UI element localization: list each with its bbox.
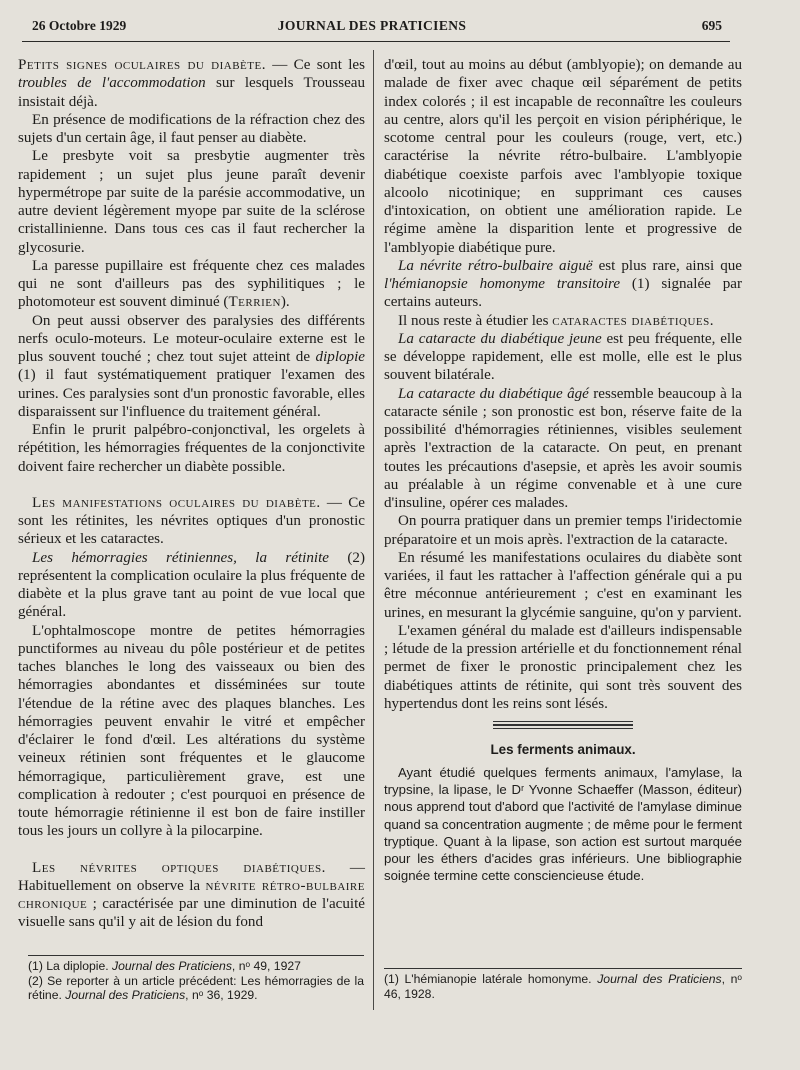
footnote — [28, 974, 364, 1003]
italic-text: Journal des Praticiens — [112, 959, 232, 973]
text: ). — [280, 294, 290, 311]
section-heading: Petits signes oculaires du diabète. — [18, 57, 266, 73]
paragraph: En résumé les manifestations oculaires du diabète sont variées, il faut les rattacher à l'affection générale qui a pu être méconnue antérieurement ; c'est en examinant les urines, en mesurant la glycémie sanguine, qu'on y parvient. — [384, 549, 742, 621]
italic-text: Les hémorragies rétiniennes, la rétinite — [32, 549, 329, 566]
header-rule — [22, 41, 730, 42]
text: ; caractérisée par une diminution de l'acuité visuelle sans qu'il y ait de lésion du fond — [18, 896, 365, 931]
paragraph — [18, 859, 365, 932]
text: ressemble beaucoup à la cataracte sénile ; son pronostic est bon, réserve faite de la possibilité d'hémorragies rétiniennes, visibles seulement après l'extraction de la cataracte. On peut, en prenant toutes les précautions d'asepsie, et après les avoir soumis au préalable à un régime convenable et à une cure d'insuline, opérer ces malades. — [384, 385, 743, 511]
text: , nᵒ 36, 1929. — [185, 988, 258, 1003]
page-header — [22, 18, 722, 38]
section-ornament — [493, 721, 633, 729]
author-name: Terrien — [228, 294, 281, 311]
section-heading: Les névrites optiques diabétiques. — [32, 859, 326, 876]
review-text — [384, 764, 742, 884]
spacer — [18, 841, 365, 859]
footnote-rule — [384, 968, 742, 969]
ornament-line — [493, 721, 633, 722]
header-journal-title: JOURNAL DES PRATICIENS — [277, 18, 467, 33]
paragraph — [18, 257, 365, 312]
small-caps-text: cataractes diabétiques. — [552, 312, 715, 329]
text: , nᵒ 46, 1928. — [384, 972, 743, 1001]
paragraph: Le presbyte voit sa presbytie augmenter très rapidement ; un sujet plus jeune paraît devenir hypermétrope par suite de la parésie accommodative, un autre devient légèrement myope par suite de la sclérose cristallinienne. Dans tous ces cas il faut rechercher la glycosurie. — [18, 148, 365, 256]
italic-text: l'hémianopsie homonyme transitoire — [384, 276, 621, 292]
paragraph — [384, 257, 742, 312]
ornament-line — [493, 724, 633, 726]
paragraph — [18, 494, 365, 549]
section-heading: Les manifestations oculaires du diabète. — [32, 494, 321, 511]
paragraph: En présence de modifications de la réfraction chez des sujets d'un certain âge, il faut penser au diabète. — [18, 111, 365, 146]
italic-text: diplopie — [315, 349, 365, 365]
ornament-line — [493, 728, 633, 729]
paragraph — [384, 312, 742, 330]
italic-text: La cataracte du diabétique jeune — [398, 330, 602, 347]
text: — Habituellement on observe la — [18, 859, 365, 894]
text: (1) signalée par certains auteurs. — [384, 276, 742, 311]
column-divider — [373, 50, 374, 1010]
header-page-number: 695 — [701, 18, 722, 33]
italic-text: La névrite rétro-bulbaire aiguë — [398, 257, 593, 274]
italic-text: Journal des Praticiens — [65, 988, 186, 1003]
text: , nᵒ 49, 1927 — [231, 959, 301, 973]
footnote-rule — [28, 955, 364, 956]
text: (2) représentent la complication oculaire la plus fréquente de diabète et la plus grave tant au point de vue local que général. — [18, 549, 365, 621]
text: — Ce sont les rétinites, les névrites optiques d'un pronostic sérieux et les cataractes. — [18, 494, 365, 548]
paragraph: Ayant étudié quelques ferments animaux, l'amylase, la trypsine, la lipase, le Dʳ Yvonne Schaeffer (Masson, éditeur) nous apprend tout d'abord que l'activité de l'amylase diminue quand sa concentration augmente ; de même pour le ferment tryptique. Quant à la lipase, son action est surtout marquée pour les éthers d'acides gras inférieurs. Une bibliographie soignée termine cette consciencieuse étude. — [384, 765, 742, 883]
paragraph — [18, 312, 365, 422]
paragraph — [384, 385, 742, 513]
left-column — [18, 56, 365, 932]
text: (1) il faut systématiquement pratiquer l'examen des urines. Ces paralysies sont d'un pronostic favorable, elles disparaissent sur l'influence du traitement général. — [18, 367, 365, 420]
text: Il nous reste à étudier les — [398, 312, 553, 329]
text: est peu fréquente, elle se développe rapidement, elle est molle, elle est le plus souvent bilatérale. — [384, 330, 743, 384]
italic-text: La cataracte du diabétique âgé — [398, 385, 589, 402]
text: est plus rare, ainsi que — [592, 257, 742, 274]
paragraph — [18, 56, 365, 111]
text: sur lesquels Trousseau insistait déjà. — [18, 75, 366, 110]
italic-text: troubles de l'accommodation — [18, 75, 206, 92]
footnotes-right — [384, 972, 742, 1001]
section-title: Les ferments animaux. — [490, 742, 636, 757]
right-column — [384, 56, 742, 884]
text: (2) Se reporter à un article précédent: Les hémorragies de la rétine. — [28, 973, 364, 1003]
paragraph: L'ophtalmoscope montre de petites hémorragies punctiformes au niveau du pôle postérieur et de petites taches blanches le long des vaisseaux ou bien des hémorragies abondantes et disséminées sur toute l'étendue de la rétine avec des plaques blanches. Les hémorragies peuvent envahir le vitré et empêcher d'éclairer le fond d'œil. Les altérations du système veineux rétinien sont fréquentes et le glaucome hémorragique, particulièrement grave, est une complication à redouter ; c'est pourquoi en présence de toute hémorragie rétinienne il est bon de faire instiller tous les jours un collyre à la pilocarpine. — [18, 622, 365, 840]
text: (1) L'hémianopie latérale homonyme. — [384, 972, 598, 986]
paragraph: Enfin le prurit palpébro-conjonctival, les orgelets à répétition, les hémorragies fréquentes de la conjonctivite doivent faire rechercher un diabète possible. — [18, 422, 365, 475]
italic-text: Journal des Praticiens — [597, 972, 722, 986]
text: On peut aussi observer des paralysies des différents nerfs oculo-moteurs. Le moteur-oculaire externe est le plus souvent touché ; chez tout sujet atteint de — [18, 312, 365, 365]
small-caps-text: névrite rétro-bulbaire chronique — [18, 877, 365, 912]
footnote — [384, 972, 742, 1001]
header-date: 26 Octobre 1929 — [32, 18, 127, 33]
paragraph: d'œil, tout au moins au début (amblyopie); on demande au malade de fixer avec chaque œil séparément de petits index colorés ; il est incapable de reconnaître les couleurs au centre, alors qu'il les perçoit en vision périphérique, le scotome central pour les couleurs (rouge, vert, etc.) caractérise la névrite rétro-bulbaire. L'amblyopie diabétique coexiste parfois avec l'amblyopie toxique alcoolo nicotinique; en supprimant ces causes d'intoxication, on obtient une amélioration rapide. Le régime amène la disparition lente et progressive de l'amblyopie diabétique pure. — [384, 57, 742, 256]
paragraph — [18, 549, 365, 622]
text: — Ce sont les — [265, 57, 365, 73]
footnote — [28, 959, 364, 974]
paragraph: On pourra pratiquer dans un premier temps l'iridectomie préparatoire et un mois après. l'extraction de la cataracte. — [384, 513, 742, 548]
paragraph: L'examen général du malade est d'ailleurs indispensable ; létude de la pression artérielle et du fonctionnement rénal permet de fixer le pronostic principalement chez les diabétiques attints de rétinite, qui sont très souvent des hypertendus dont les reins sont lésés. — [384, 622, 742, 712]
footnotes-left — [28, 959, 364, 1003]
paragraph — [384, 330, 742, 385]
spacer — [18, 476, 365, 494]
text: (1) La diplopie. — [28, 959, 113, 973]
text: La paresse pupillaire est fréquente chez ces malades qui ne sont d'ailleurs pas des syphilitiques ; le photomoteur est souvent diminué ( — [18, 257, 365, 311]
